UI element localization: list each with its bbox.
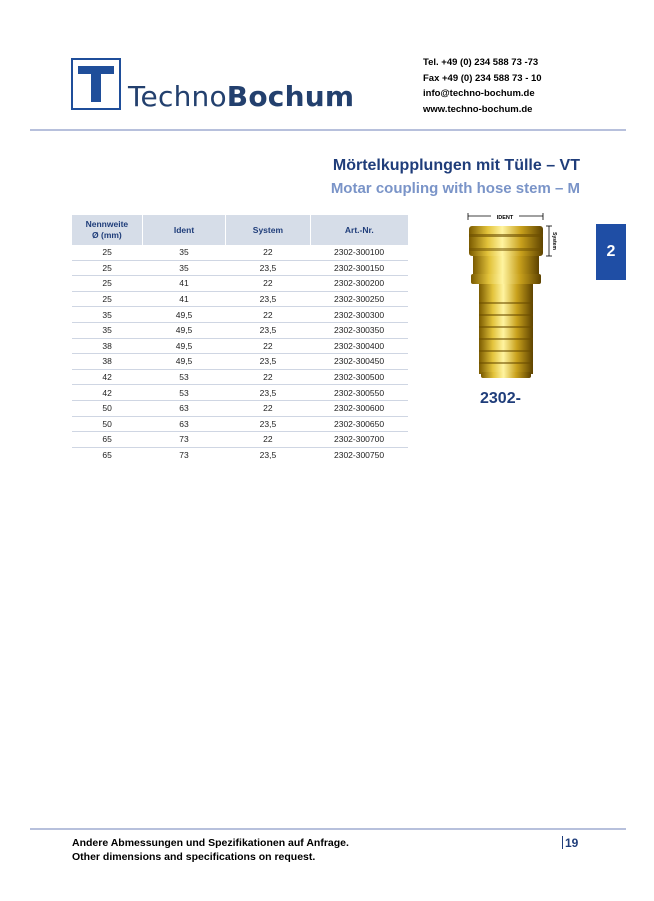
cell-nennweite: 65	[72, 432, 142, 448]
cell-ident: 53	[142, 369, 225, 385]
cell-nennweite: 35	[72, 322, 142, 338]
cell-art: 2302-300550	[310, 385, 408, 401]
table-row	[72, 291, 408, 307]
cell-nennweite: 38	[72, 354, 142, 370]
logo-wordmark: TechnoBochum	[128, 80, 355, 113]
contact-tel: Tel. +49 (0) 234 588 73 -73	[423, 57, 539, 68]
cell-art: 2302-300700	[310, 432, 408, 448]
cell-ident: 49,5	[142, 307, 225, 323]
table-row	[72, 260, 408, 276]
contact-email[interactable]: info@techno-bochum.de	[423, 88, 535, 99]
col-header-nennweite: Nennweite Ø (mm)	[72, 215, 142, 245]
cell-art: 2302-300200	[310, 276, 408, 292]
cell-ident: 35	[142, 245, 225, 260]
table-row	[72, 276, 408, 292]
chapter-tab[interactable]: 2	[596, 224, 626, 280]
table-row	[72, 385, 408, 401]
cell-art: 2302-300150	[310, 260, 408, 276]
cell-system: 23,5	[226, 354, 310, 370]
cell-nennweite: 25	[72, 276, 142, 292]
cell-nennweite: 38	[72, 338, 142, 354]
cell-art: 2302-300650	[310, 416, 408, 432]
table-header-row	[72, 215, 408, 245]
cell-system: 23,5	[226, 291, 310, 307]
product-code: 2302-	[480, 390, 521, 407]
footer-note-de: Andere Abmessungen und Spezifikationen auf Anfrage.	[72, 837, 349, 849]
cell-nennweite: 65	[102, 450, 112, 461]
table-row	[72, 354, 408, 370]
cell-art: 2302-300750	[333, 450, 385, 461]
cell-system: 22	[226, 307, 310, 323]
cell-system: 22	[226, 369, 310, 385]
col-header-art: Art.-Nr.	[310, 215, 408, 245]
page-number: 19	[562, 836, 578, 850]
footer-divider	[30, 828, 626, 830]
cell-ident: 53	[142, 385, 225, 401]
dim-system-label: System	[551, 232, 557, 250]
cell-system: 22	[226, 338, 310, 354]
page-title-en: Motar coupling with hose stem – M	[330, 180, 580, 197]
cell-nennweite: 25	[72, 291, 142, 307]
cell-nennweite: 25	[72, 260, 142, 276]
cell-ident: 73	[179, 450, 189, 461]
page-title-de: Mörtelkupplungen mit Tülle – VT	[332, 157, 580, 174]
cell-ident: 41	[142, 291, 225, 307]
contact-block	[423, 55, 542, 117]
table-row	[72, 307, 408, 323]
contact-fax: Fax +49 (0) 234 588 73 - 10	[423, 72, 542, 84]
cell-nennweite: 50	[72, 416, 142, 432]
col-header-ident: Ident	[142, 215, 225, 245]
cell-art: 2302-300100	[310, 245, 408, 260]
cell-ident: 73	[142, 432, 225, 448]
cell-art: 2302-300350	[310, 322, 408, 338]
table-row	[72, 447, 408, 462]
spec-table	[72, 215, 408, 462]
cell-nennweite: 42	[72, 385, 142, 401]
cell-art: 2302-300250	[310, 291, 408, 307]
table-row	[72, 369, 408, 385]
cell-art: 2302-300450	[310, 354, 408, 370]
table-row	[72, 322, 408, 338]
footer-note-en: Other dimensions and specifications on request.	[72, 851, 316, 863]
cell-system: 23,5	[226, 385, 310, 401]
contact-web[interactable]: www.techno-bochum.de	[423, 103, 533, 115]
logo-mark	[71, 58, 121, 110]
cell-ident: 35	[142, 260, 225, 276]
col-header-system: System	[226, 215, 310, 245]
table-row	[72, 432, 408, 448]
footer-note	[72, 836, 349, 864]
cell-system: 23,5	[226, 260, 310, 276]
cell-system: 22	[226, 432, 310, 448]
cell-art: 2302-300300	[310, 307, 408, 323]
cell-system: 22	[226, 245, 310, 260]
cell-art: 2302-300600	[310, 400, 408, 416]
cell-art: 2302-300400	[310, 338, 408, 354]
cell-system: 22	[226, 400, 310, 416]
cell-ident: 41	[142, 276, 225, 292]
cell-system: 23,5	[226, 322, 310, 338]
cell-ident: 63	[142, 416, 225, 432]
cell-system: 23,5	[259, 450, 277, 461]
table-row	[72, 338, 408, 354]
product-image	[463, 212, 565, 387]
cell-nennweite: 42	[72, 369, 142, 385]
table-row	[72, 416, 408, 432]
cell-nennweite: 50	[72, 400, 142, 416]
cell-ident: 49,5	[142, 338, 225, 354]
cell-ident: 49,5	[142, 354, 225, 370]
cell-ident: 49,5	[142, 322, 225, 338]
cell-nennweite: 25	[72, 245, 142, 260]
cell-system: 22	[226, 276, 310, 292]
dim-ident-label: IDENT	[496, 215, 514, 221]
table-row	[72, 400, 408, 416]
cell-art: 2302-300500	[310, 369, 408, 385]
table-row	[72, 245, 408, 260]
cell-system: 23,5	[226, 416, 310, 432]
cell-ident: 63	[142, 400, 225, 416]
header-divider	[30, 129, 626, 131]
cell-nennweite: 35	[72, 307, 142, 323]
